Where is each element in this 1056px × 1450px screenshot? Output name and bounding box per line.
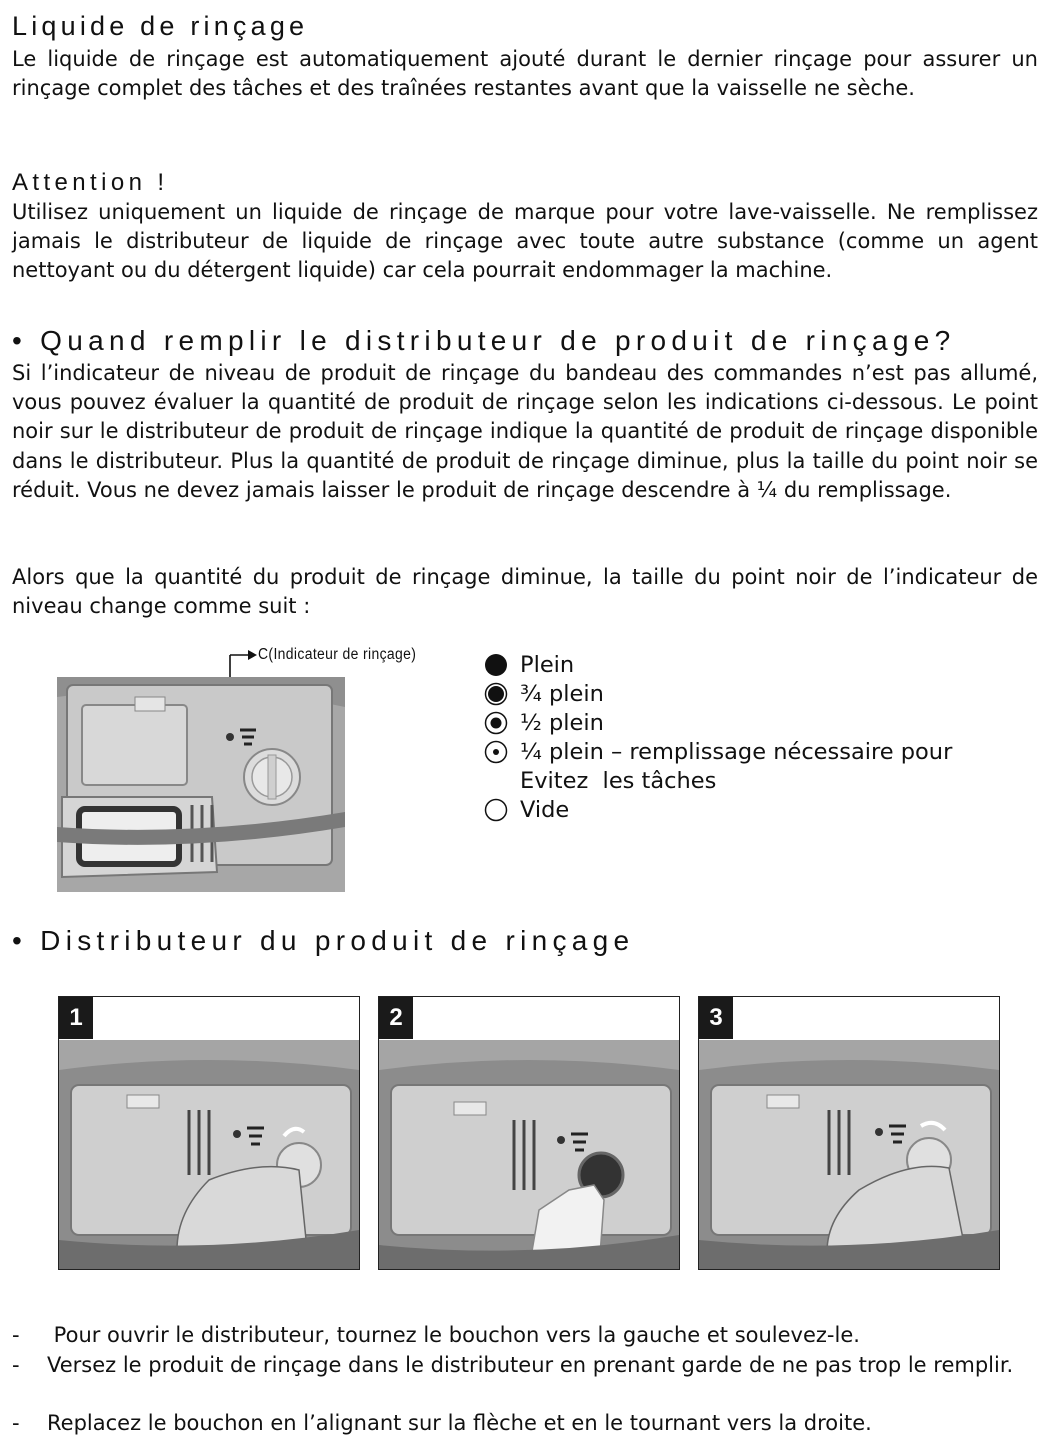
three-quarter-dot-icon: [484, 682, 508, 706]
step-3-photo: [698, 996, 1000, 1270]
attention-paragraph: Utilisez uniquement un liquide de rinçage de marque pour votre lave-vaisselle. Ne remplissez jamais le distributeur de liquide de rinçage avec toute autre substance (comme un agent nettoyant ou du détergent liquide) car cela pourrait endommager la machine.: [12, 200, 1038, 283]
list-dash: -: [12, 1353, 20, 1377]
callout-label: C(Indicateur de rinçage): [258, 646, 417, 663]
dispenser-heading: • Distributeur du produit de rinçage: [12, 925, 635, 956]
list-item: [12, 1321, 1040, 1351]
list-dash: -: [12, 1411, 20, 1435]
rinse-aid-paragraph: Le liquide de rinçage est automatiquement ajouté durant le dernier rinçage pour assurer un rinçage complet des tâches et des traînées restantes avant que la vaisselle ne sèche.: [12, 47, 1038, 101]
legend-row-quarter-cont: [520, 766, 716, 795]
when-to-fill-heading: • Quand remplir le distributeur de produit de rinçage?: [12, 325, 956, 356]
full-dot-icon: [484, 653, 508, 677]
step-number: 2: [379, 997, 413, 1039]
step-number: 3: [699, 997, 733, 1039]
legend-label: Plein: [520, 651, 575, 678]
legend-label: ¾ plein: [520, 680, 604, 707]
list-text: Versez le produit de rinçage dans le distributeur en prenant garde de ne pas trop le remplir.: [47, 1353, 1014, 1377]
rinse-aid-heading: Liquide de rinçage: [12, 11, 309, 41]
quarter-dot-icon: [484, 740, 508, 764]
legend-row-full: [484, 650, 574, 679]
step-1-photo: [58, 996, 360, 1270]
attention-heading: Attention !: [12, 169, 169, 196]
step-2-photo: [378, 996, 680, 1270]
legend-row-three-quarter: [484, 679, 604, 708]
legend-label: ¼ plein – remplissage nécessaire pour: [520, 738, 953, 765]
legend-label: Evitez les tâches: [520, 767, 717, 794]
list-item: [12, 1351, 1040, 1411]
legend-label: ½ plein: [520, 709, 604, 736]
list-item: [12, 1409, 1040, 1439]
legend-row-empty: [484, 795, 569, 824]
level-change-paragraph: Alors que la quantité du produit de rinçage diminue, la taille du point noir de l’indicateur de niveau change comme suit :: [12, 565, 1038, 619]
dispenser-indicator-photo: [57, 677, 345, 892]
when-to-fill-paragraph: Si l’indicateur de niveau de produit de rinçage du bandeau des commandes n’est pas allumé, vous pouvez évaluer la quantité de produit de rinçage selon les indications ci-dessous. Le point noir sur le distributeur de produit de rinçage indique la quantité de produit de rinçage disponible dans le distributeur. Plus la quantité de produit de rinçage diminue, plus la taille du point noir se réduit. Vous ne devez jamais laisser le produit de rinçage descendre à ¼ du remplissage.: [12, 361, 1038, 502]
list-text: Replacez le bouchon en l’alignant sur la flèche et en le tournant vers la droite.: [47, 1411, 872, 1435]
list-text: Pour ouvrir le distributeur, tournez le bouchon vers la gauche et soulevez-le.: [47, 1323, 860, 1347]
legend-label: Vide: [520, 796, 570, 823]
list-dash: -: [12, 1323, 20, 1347]
step-number: 1: [59, 997, 93, 1039]
indicator-legend: [484, 650, 1044, 830]
legend-row-half: [484, 708, 604, 737]
legend-row-quarter: [484, 737, 952, 766]
empty-dot-icon: [484, 798, 508, 822]
half-dot-icon: [484, 711, 508, 735]
